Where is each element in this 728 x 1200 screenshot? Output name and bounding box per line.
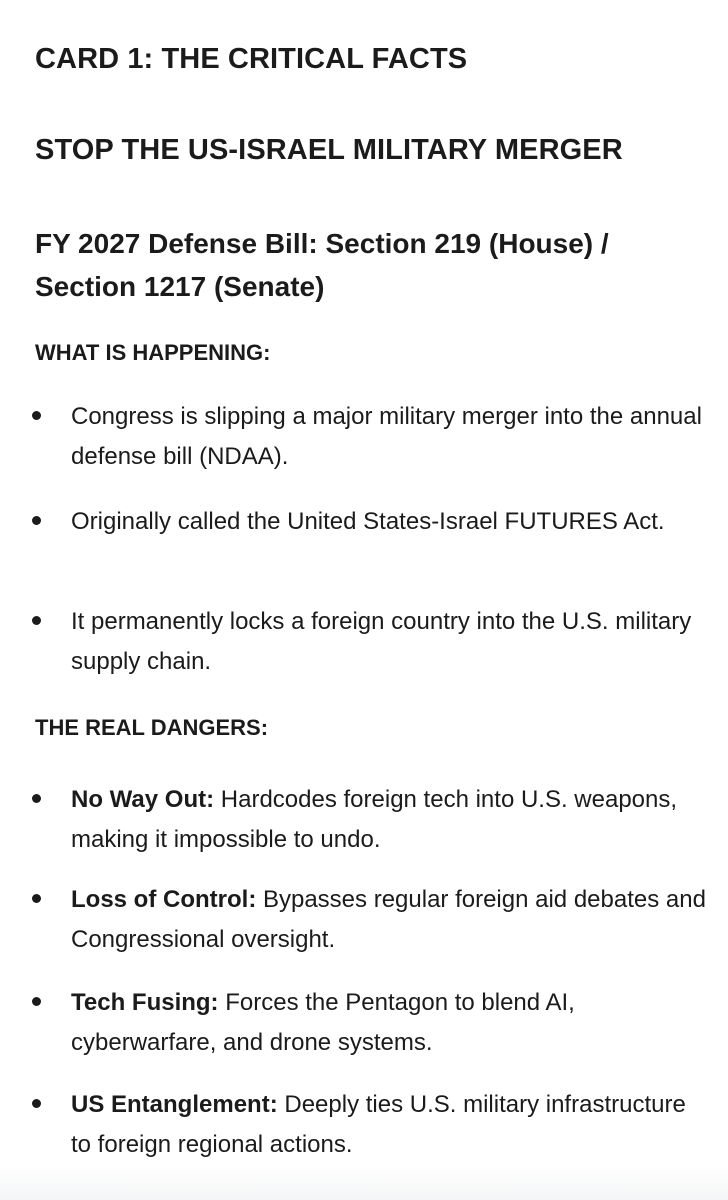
list-item (0, 602, 728, 682)
list-item-text: Originally called the United States-Israel FUTURES Act. (71, 508, 665, 535)
danger-term: Loss of Control: (71, 886, 257, 913)
bullet-dot (32, 997, 41, 1006)
list-item (0, 983, 728, 1063)
headline: STOP THE US-ISRAEL MILITARY MERGER (35, 134, 623, 166)
bottom-fade (0, 1166, 728, 1200)
list-item (0, 397, 728, 477)
list-item (0, 1085, 728, 1165)
danger-description: Deeply ties U.S. military infrastructure to foreign regional actions. (71, 1091, 686, 1158)
danger-term: US Entanglement: (71, 1091, 278, 1118)
list-item (0, 502, 728, 582)
list-item-text: Congress is slipping a major military merger into the annual defense bill (NDAA). (71, 403, 702, 470)
danger-term: Tech Fusing: (71, 989, 219, 1016)
list-item-text (71, 1085, 706, 1165)
list-item-text (71, 780, 706, 860)
list-item (0, 780, 728, 860)
danger-description: Hardcodes foreign tech into U.S. weapons, making it impossible to undo. (71, 786, 678, 853)
bullet-dot (32, 794, 41, 803)
bill-reference: FY 2027 Defense Bill: Section 219 (House) / Section 1217 (Senate) (35, 228, 609, 302)
bullet-dot (32, 894, 41, 903)
real-dangers-heading: THE REAL DANGERS: (35, 715, 269, 740)
danger-description: Forces the Pentagon to blend AI, cyberwarfare, and drone systems. (71, 989, 575, 1056)
list-item-text: It permanently locks a foreign country into the U.S. military supply chain. (71, 608, 692, 675)
list-item-text (71, 983, 706, 1063)
what-is-happening-heading: WHAT IS HAPPENING: (35, 340, 271, 365)
bullet-dot (32, 411, 41, 420)
bullet-dot (32, 516, 41, 525)
bullet-dot (32, 1099, 41, 1108)
card-title: CARD 1: THE CRITICAL FACTS (35, 43, 468, 75)
bullet-dot (32, 616, 41, 625)
danger-term: No Way Out: (71, 786, 215, 813)
list-item (0, 880, 728, 960)
danger-description: Bypasses regular foreign aid debates and Congressional oversight. (71, 886, 706, 953)
list-item-text (71, 880, 706, 960)
